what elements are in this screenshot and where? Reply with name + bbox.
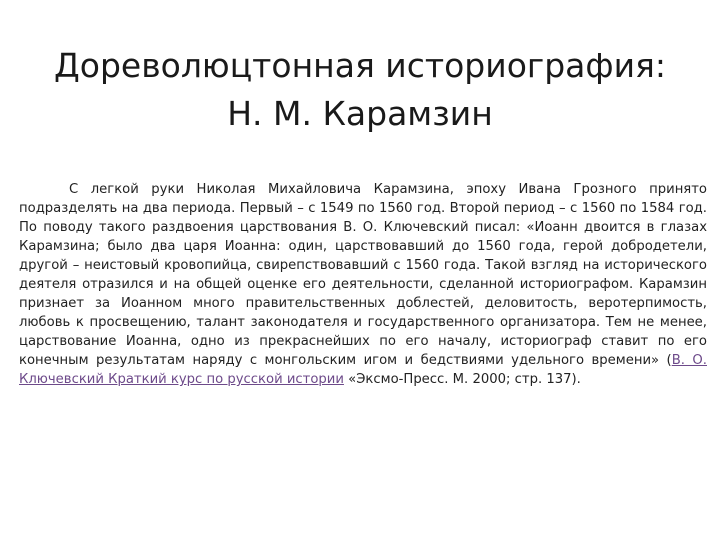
slide-title-line-2: Н. М. Карамзин (227, 94, 493, 134)
body-paragraph (19, 180, 707, 389)
citation-link[interactable]: В. О. Ключевский Краткий курс по русской истории (19, 353, 707, 387)
body-paragraph-main: С легкой руки Николая Михайловича Карамзина, эпоху Ивана Грозного принято подразделять на два периода. Первый – с 1549 по 1560 год. Второй период – с 1560 по 1584 год. По поводу такого раздвоения царствования В. О. Ключевский писал: «Иоанн двоится в глазах Карамзина; было два царя Иоанна: один, царствовавший до 1560 года, герой добродетели, другой – неистовый кровопийца, свирепствовавший с 1560 года. Такой взгляд на исторического деятеля отразился и на общей оценке его деятельности, сделанной историографом. Карамзин признает за Иоанном много правительственных доблестей, деловитость, веротерпимость, любовь к просвещению, талант законодателя и государственного организатора. Тем не менее, царствование Иоанна, одно из прекраснейших по его началу, историограф ставит по его конечным результатам наряду с монгольским игом и бедствиями удельного времени» ( (19, 182, 707, 368)
citation-tail: «Эксмо-Пресс. М. 2000; стр. 137). (343, 372, 581, 387)
slide-title (20, 42, 700, 138)
slide-title-line-1: Дореволюцтонная историография: (53, 46, 667, 86)
